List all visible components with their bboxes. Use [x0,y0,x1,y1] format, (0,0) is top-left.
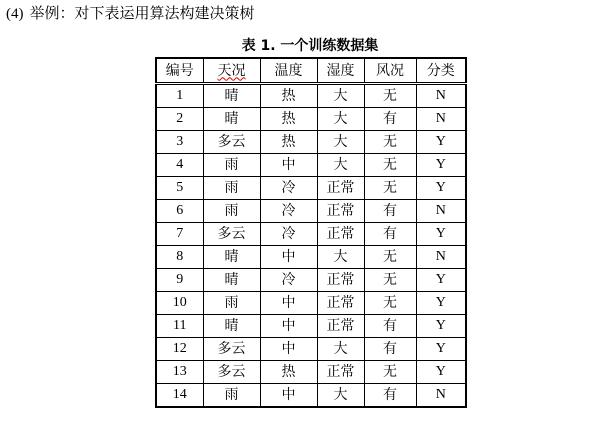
cell-id: 5 [156,177,203,200]
cell-temperature: 热 [260,131,317,154]
cell-id: 7 [156,223,203,246]
cell-outlook: 多云 [203,338,260,361]
cell-humidity: 正常 [317,292,364,315]
cell-id: 13 [156,361,203,384]
table-row [156,338,466,361]
header-humidity: 湿度 [317,58,364,84]
cell-id: 9 [156,269,203,292]
cell-temperature: 冷 [260,200,317,223]
header-class: 分类 [416,58,466,84]
cell-class: Y [416,269,466,292]
cell-temperature: 热 [260,108,317,131]
header-outlook: 天况 [203,58,260,84]
table-header-row [156,58,466,84]
section-heading [6,4,255,23]
cell-outlook: 晴 [203,84,260,108]
cell-temperature: 中 [260,338,317,361]
cell-wind: 无 [364,246,416,269]
cell-humidity: 正常 [317,177,364,200]
table-row [156,269,466,292]
header-wind: 风况 [364,58,416,84]
cell-wind: 有 [364,200,416,223]
cell-class: N [416,384,466,408]
cell-outlook: 雨 [203,154,260,177]
cell-temperature: 中 [260,384,317,408]
cell-wind: 有 [364,315,416,338]
header-id: 编号 [156,58,203,84]
cell-temperature: 热 [260,361,317,384]
cell-humidity: 正常 [317,200,364,223]
section-number: (4) [6,6,24,22]
cell-wind: 无 [364,361,416,384]
cell-class: Y [416,154,466,177]
cell-id: 1 [156,84,203,108]
table-row [156,246,466,269]
cell-temperature: 中 [260,154,317,177]
header-temperature: 温度 [260,58,317,84]
cell-wind: 无 [364,177,416,200]
cropped-text-line [40,414,440,422]
table-body [156,84,466,408]
cell-class: Y [416,131,466,154]
cell-class: Y [416,338,466,361]
cell-temperature: 冷 [260,177,317,200]
cell-outlook: 多云 [203,131,260,154]
cell-wind: 无 [364,269,416,292]
cell-temperature: 冷 [260,269,317,292]
cell-wind: 有 [364,108,416,131]
cell-humidity: 大 [317,131,364,154]
cell-humidity: 大 [317,246,364,269]
cell-humidity: 正常 [317,223,364,246]
cell-class: Y [416,361,466,384]
cell-outlook: 晴 [203,108,260,131]
cell-humidity: 大 [317,384,364,408]
cell-humidity: 正常 [317,315,364,338]
cell-id: 8 [156,246,203,269]
cell-wind: 有 [364,223,416,246]
cell-humidity: 正常 [317,361,364,384]
table-row [156,223,466,246]
cell-outlook: 雨 [203,177,260,200]
cell-temperature: 冷 [260,223,317,246]
cell-outlook: 雨 [203,292,260,315]
table-row [156,292,466,315]
cell-humidity: 大 [317,108,364,131]
cell-wind: 无 [364,292,416,315]
section-title: 举例：对下表运用算法构建决策树 [29,4,255,22]
cell-wind: 有 [364,384,416,408]
cell-outlook: 雨 [203,384,260,408]
cell-id: 11 [156,315,203,338]
cell-id: 10 [156,292,203,315]
cell-id: 6 [156,200,203,223]
cell-temperature: 中 [260,292,317,315]
table-row [156,315,466,338]
cell-wind: 无 [364,154,416,177]
table-caption: 表 1. 一个训练数据集 [241,38,379,54]
cell-class: N [416,84,466,108]
table-row [156,108,466,131]
cell-wind: 有 [364,338,416,361]
cell-class: Y [416,315,466,338]
cell-outlook: 多云 [203,361,260,384]
cell-humidity: 大 [317,154,364,177]
cell-humidity: 正常 [317,269,364,292]
table-row [156,384,466,408]
table-row [156,131,466,154]
cell-class: Y [416,292,466,315]
cell-wind: 无 [364,84,416,108]
cell-id: 2 [156,108,203,131]
table-row [156,84,466,108]
cell-humidity: 大 [317,84,364,108]
cell-humidity: 大 [317,338,364,361]
cell-id: 14 [156,384,203,408]
cell-outlook: 晴 [203,246,260,269]
table-row [156,200,466,223]
cell-class: N [416,200,466,223]
cell-outlook: 雨 [203,200,260,223]
training-data-table [155,57,467,408]
table-row [156,154,466,177]
cell-outlook: 晴 [203,269,260,292]
cell-temperature: 中 [260,315,317,338]
cell-class: N [416,246,466,269]
cell-outlook: 多云 [203,223,260,246]
cell-class: Y [416,223,466,246]
cell-temperature: 热 [260,84,317,108]
cell-id: 12 [156,338,203,361]
cell-id: 4 [156,154,203,177]
cell-wind: 无 [364,131,416,154]
cell-class: N [416,108,466,131]
cell-id: 3 [156,131,203,154]
cell-outlook: 晴 [203,315,260,338]
cell-class: Y [416,177,466,200]
table-row [156,177,466,200]
table-row [156,361,466,384]
cell-temperature: 中 [260,246,317,269]
